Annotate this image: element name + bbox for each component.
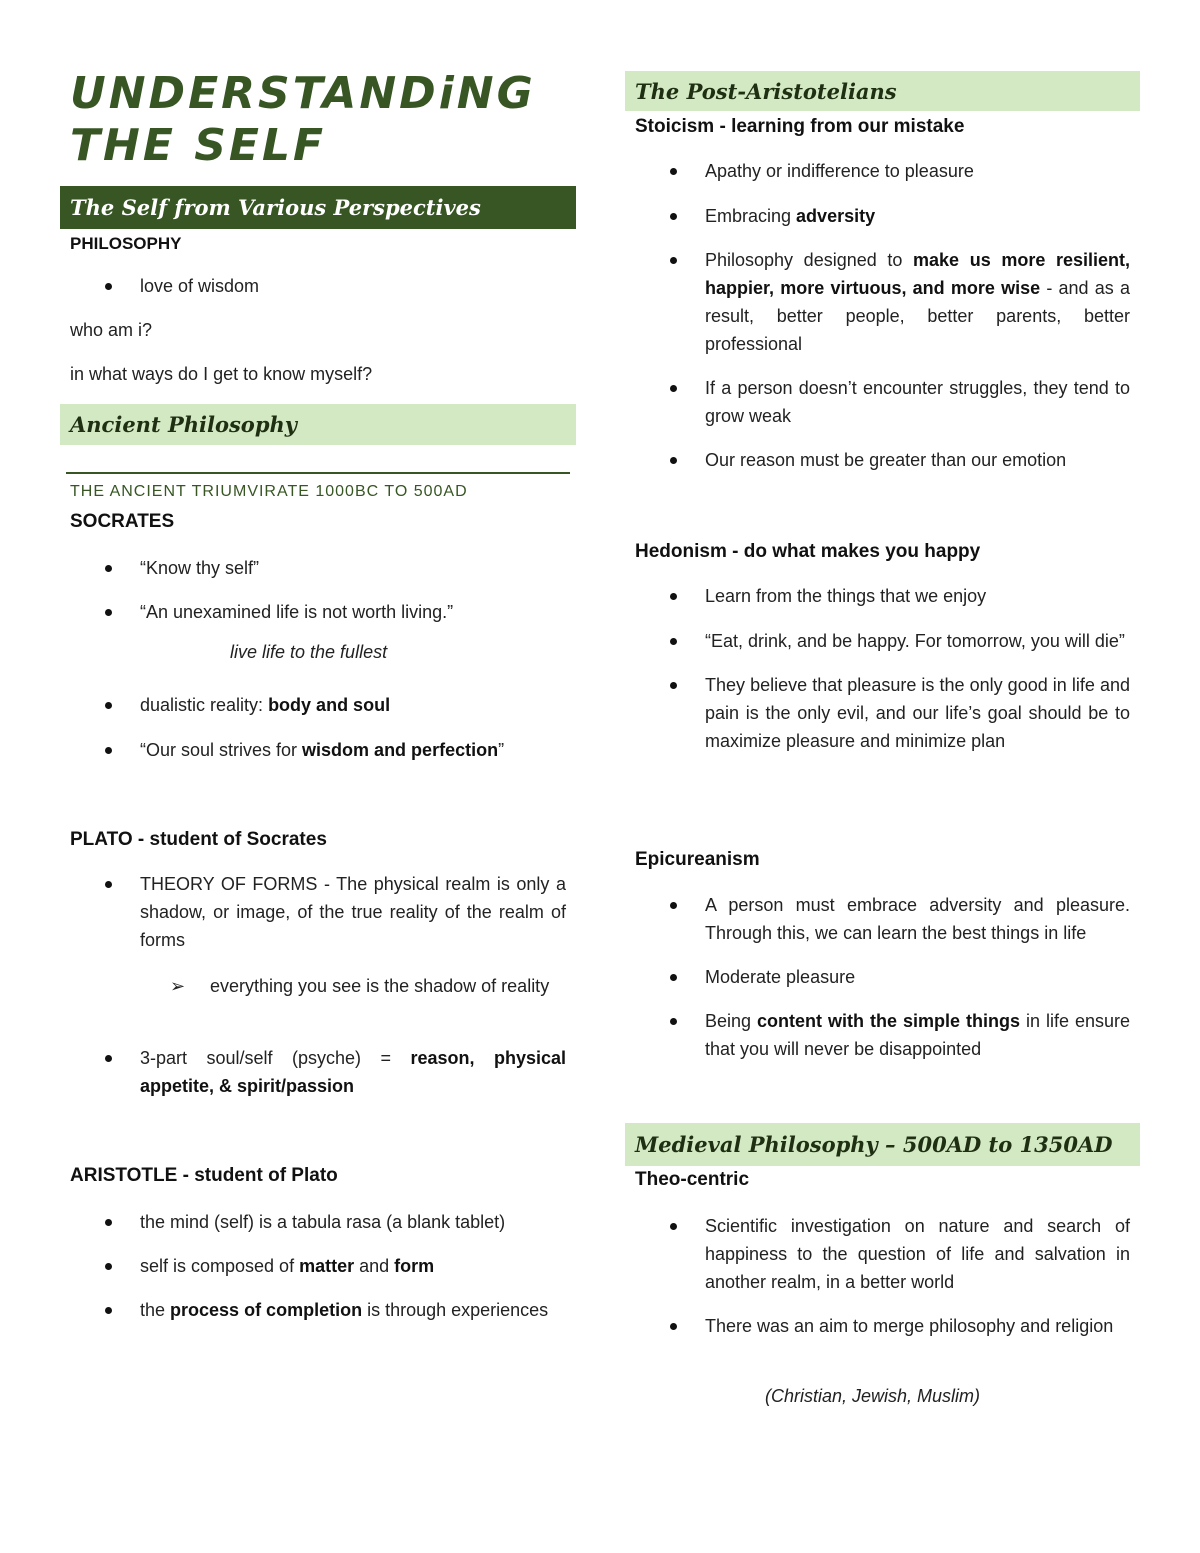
- bullet-icon: [670, 974, 677, 981]
- philosophy-list: [60, 272, 566, 300]
- list-item: Embracing adversity: [625, 202, 1130, 230]
- band-medieval-philosophy: Medieval Philosophy – 500AD to 1350AD: [625, 1123, 1140, 1166]
- hedonism-list: [625, 582, 1130, 755]
- question-ways: in what ways do I get to know myself?: [70, 364, 373, 384]
- list-item: the process of completion is through experiences: [60, 1296, 566, 1324]
- list-item: Our reason must be greater than our emotion: [625, 446, 1130, 474]
- bullet-icon: [670, 385, 677, 392]
- medieval-note: (Christian, Jewish, Muslim): [765, 1386, 981, 1406]
- list-item: They believe that pleasure is the only good in life and pain is the only evil, and our life’s goal should be to maximize pleasure and minimize plan: [625, 671, 1130, 755]
- section-divider: [66, 472, 570, 474]
- band-ancient-philosophy: Ancient Philosophy: [60, 404, 576, 445]
- bullet-icon: [105, 565, 112, 572]
- socrates-note: live life to the fullest: [230, 642, 388, 662]
- band-post-aristotelians: The Post-Aristotelians: [625, 71, 1140, 111]
- plato-list-a: [60, 870, 566, 954]
- socrates-list-a: [60, 554, 566, 626]
- list-item: self is composed of matter and form: [60, 1252, 566, 1280]
- list-item: Scientific investigation on nature and search of happiness to the question of life and salvation in another realm, in a better world: [625, 1212, 1130, 1296]
- bullet-icon: [670, 168, 677, 175]
- bullet-icon: [670, 1323, 677, 1330]
- page-title: [70, 68, 536, 172]
- bullet-icon: [670, 1018, 677, 1025]
- philosophy-label: PHILOSOPHY: [70, 234, 182, 253]
- epicureanism-list: [625, 891, 1130, 1063]
- bullet-icon: [670, 638, 677, 645]
- bullet-icon: [105, 747, 112, 754]
- list-item: Apathy or indifference to pleasure: [625, 157, 1130, 185]
- bullet-icon: [670, 213, 677, 220]
- plato-sublist: [60, 972, 566, 1000]
- epicureanism-heading: Epicureanism: [635, 849, 760, 870]
- list-item: Philosophy designed to make us more resilient, happier, more virtuous, and more wise - and as a result, better people, better parents, better professional: [625, 246, 1130, 358]
- bullet-icon: [105, 609, 112, 616]
- list-item: “Our soul strives for wisdom and perfection”: [60, 736, 566, 764]
- list-item: Moderate pleasure: [625, 963, 1130, 991]
- triumvirate-heading: THE ANCIENT TRIUMVIRATE 1000BC TO 500AD: [70, 483, 468, 500]
- list-item: Learn from the things that we enjoy: [625, 582, 1130, 610]
- aristotle-list: [60, 1208, 566, 1324]
- list-item: If a person doesn’t encounter struggles, they tend to grow weak: [625, 374, 1130, 430]
- medieval-list: [625, 1212, 1130, 1340]
- bullet-icon: [105, 702, 112, 709]
- list-item: Being content with the simple things in life ensure that you will never be disappointed: [625, 1007, 1130, 1063]
- bullet-icon: [670, 257, 677, 264]
- list-item: ➢ everything you see is the shadow of reality: [60, 972, 566, 1000]
- bullet-icon: [105, 1263, 112, 1270]
- list-item: dualistic reality: body and soul: [60, 691, 566, 719]
- bullet-icon: [670, 593, 677, 600]
- arrow-bullet-icon: ➢: [170, 976, 186, 996]
- bullet-icon: [670, 1223, 677, 1230]
- list-item: 3-part soul/self (psyche) = reason, physical appetite, & spirit/passion: [60, 1044, 566, 1100]
- bullet-icon: [670, 682, 677, 689]
- plato-heading: PLATO - student of Socrates: [70, 829, 327, 850]
- bullet-icon: [105, 1055, 112, 1062]
- theocentric-heading: Theo-centric: [635, 1169, 750, 1190]
- plato-list-b: [60, 1044, 566, 1100]
- question-who-am-i: who am i?: [70, 320, 153, 340]
- stoicism-list: [625, 157, 1130, 474]
- title-line-2: THE SELF: [70, 120, 327, 171]
- list-item: “Know thy self”: [60, 554, 566, 582]
- band-self-perspectives: The Self from Various Perspectives: [60, 186, 576, 229]
- socrates-heading: SOCRATES: [70, 511, 175, 532]
- bullet-icon: [105, 283, 112, 290]
- bullet-icon: [105, 881, 112, 888]
- list-item: the mind (self) is a tabula rasa (a blank tablet): [60, 1208, 566, 1236]
- socrates-list-b: [60, 691, 566, 764]
- aristotle-heading: ARISTOTLE - student of Plato: [70, 1165, 338, 1186]
- list-item: love of wisdom: [60, 272, 566, 300]
- list-item: “An unexamined life is not worth living.”: [60, 598, 566, 626]
- list-item: “Eat, drink, and be happy. For tomorrow, you will die”: [625, 627, 1130, 655]
- list-item: A person must embrace adversity and pleasure. Through this, we can learn the best things in life: [625, 891, 1130, 947]
- bullet-icon: [670, 902, 677, 909]
- bullet-icon: [105, 1219, 112, 1226]
- list-item: There was an aim to merge philosophy and religion: [625, 1312, 1130, 1340]
- title-line-1: UNDERSTANDiNG: [70, 68, 536, 119]
- bullet-icon: [105, 1307, 112, 1314]
- list-item: THEORY OF FORMS - The physical realm is only a shadow, or image, of the true reality of the realm of forms: [60, 870, 566, 954]
- stoicism-heading: Stoicism - learning from our mistake: [635, 116, 965, 137]
- bullet-icon: [670, 457, 677, 464]
- hedonism-heading: Hedonism - do what makes you happy: [635, 541, 981, 562]
